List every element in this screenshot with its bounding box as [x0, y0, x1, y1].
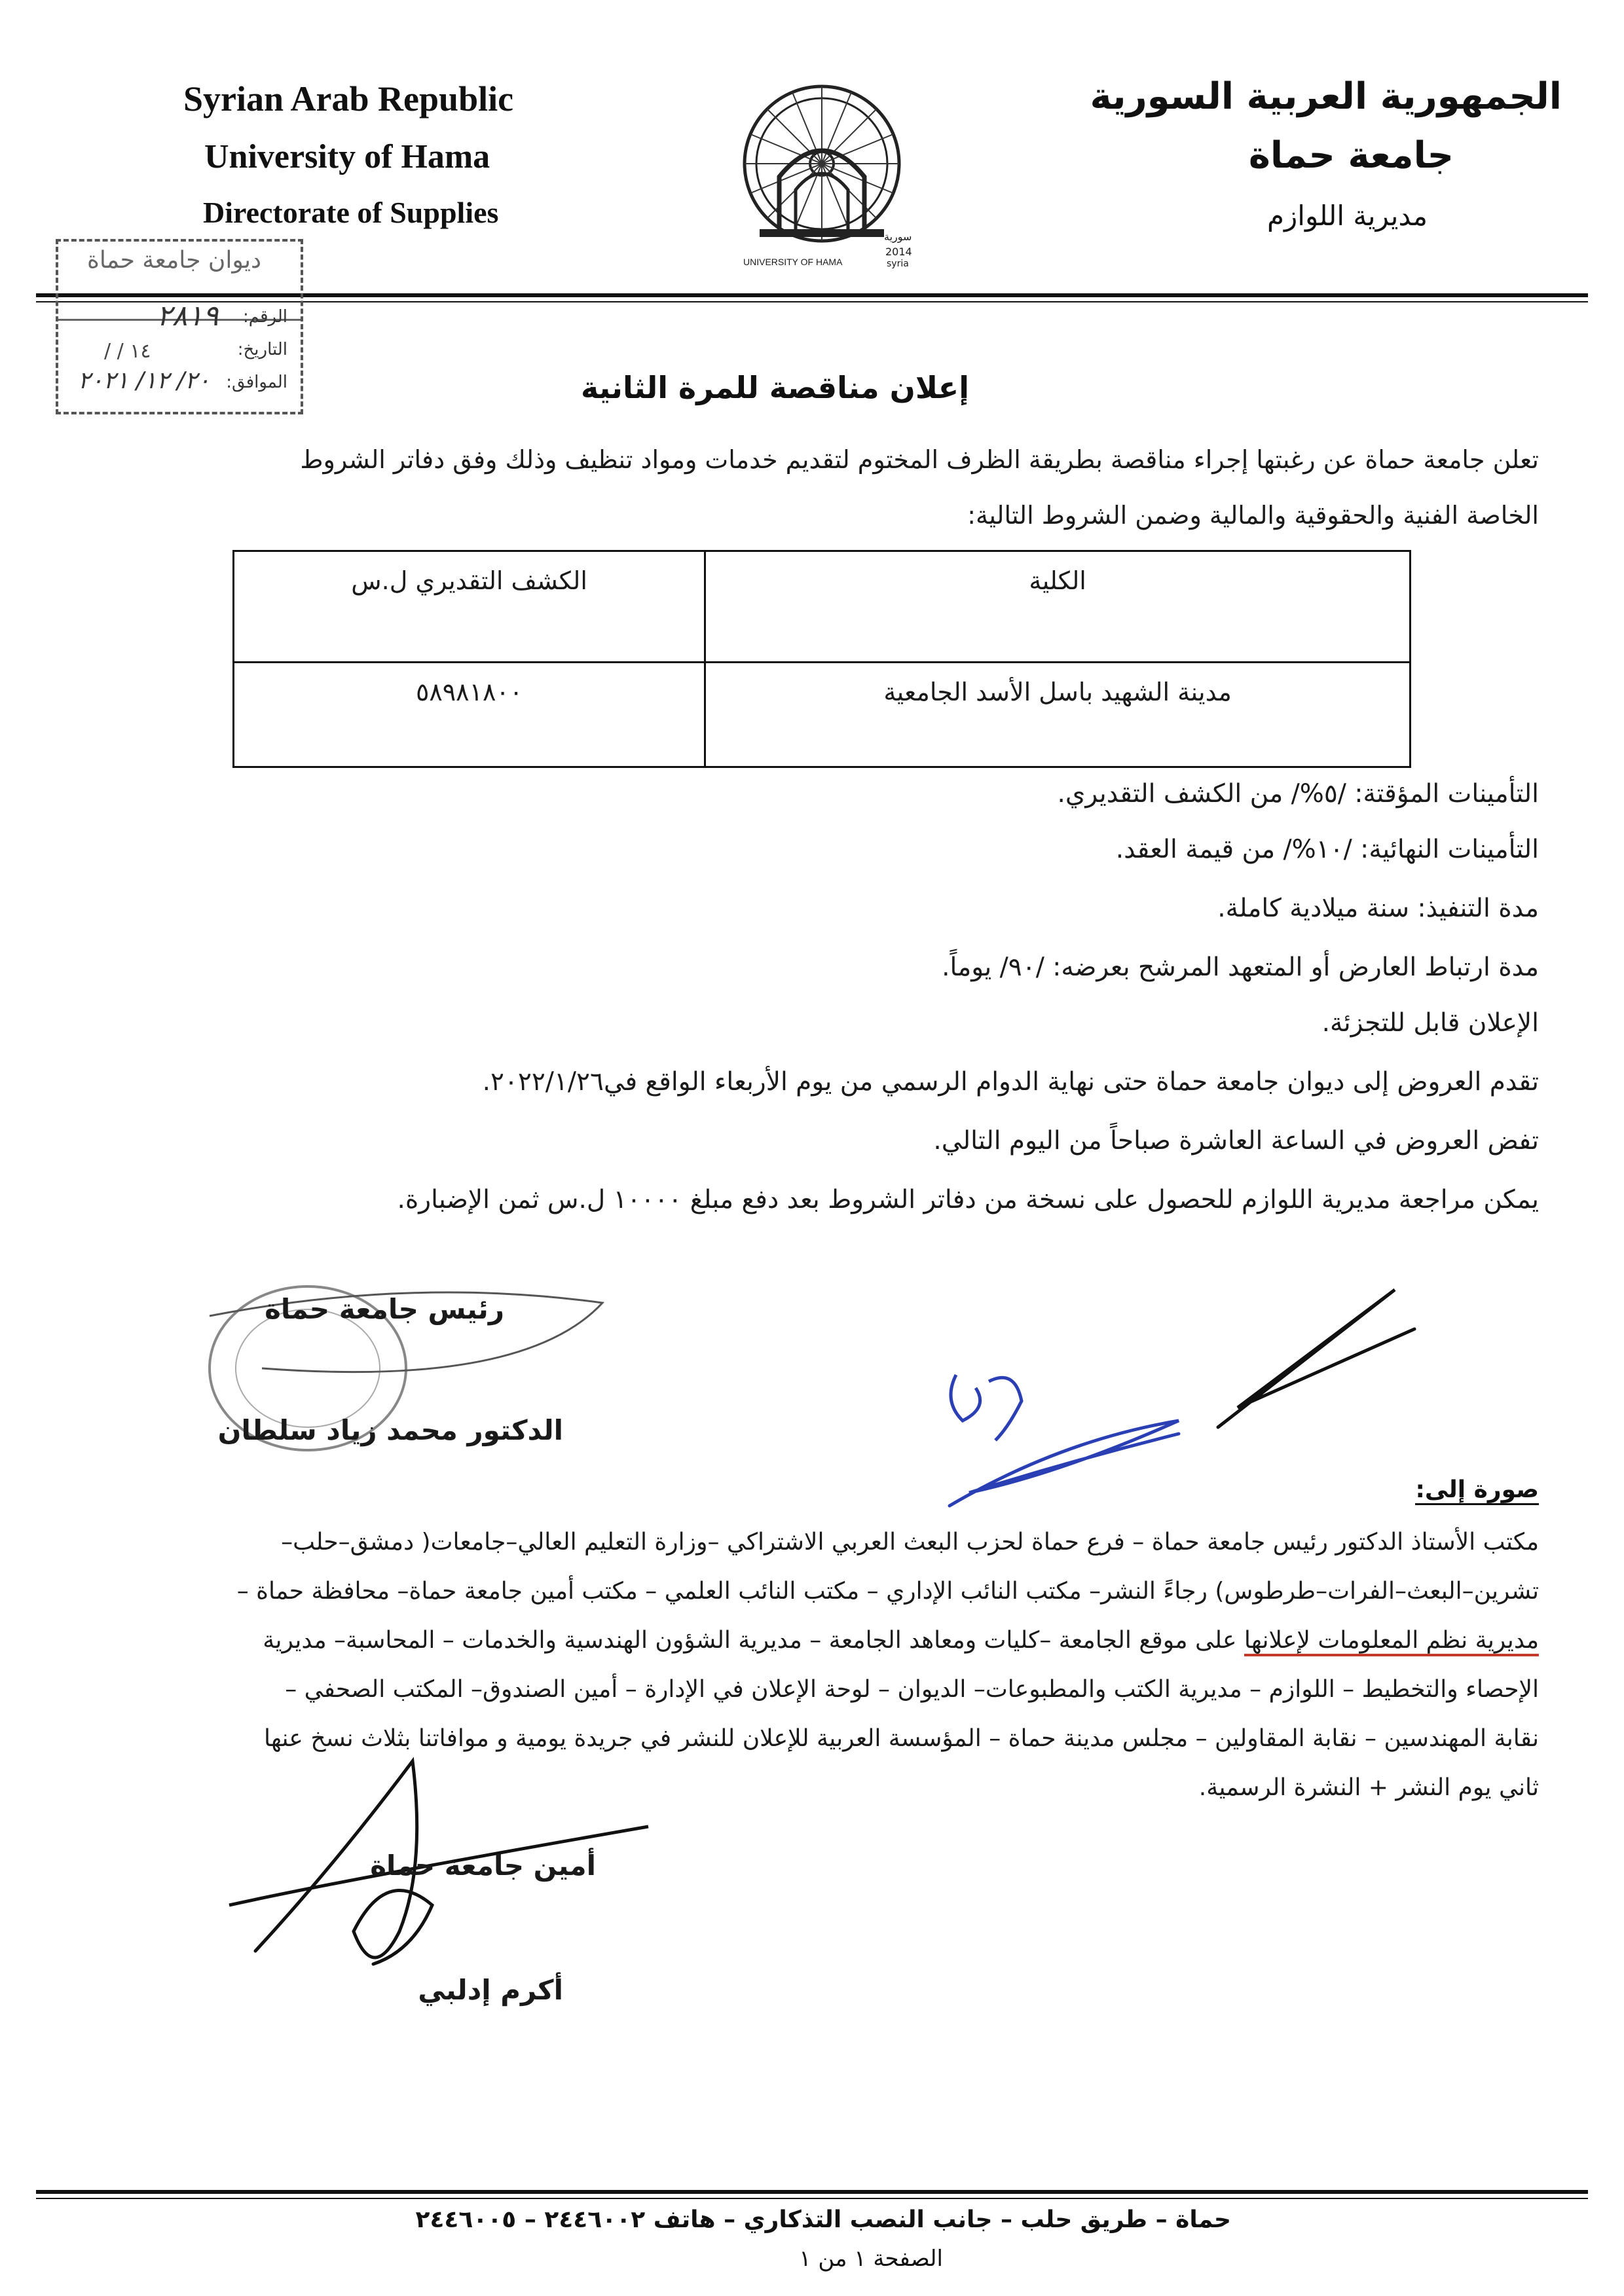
header-en-university: University of Hama	[204, 138, 490, 175]
president-name: الدكتور محمد زياد سلطان	[217, 1414, 563, 1446]
condition-commitment: مدة ارتباط العارض أو المتعهد المرشح بعرضه: /٩٠/ يوماً.	[942, 953, 1539, 982]
logo-caption: UNIVERSITY OF HAMA	[743, 257, 843, 267]
stamp-gregorian-label: الموافق:	[226, 373, 287, 392]
header-ar-university: جامعة حماة	[1248, 134, 1454, 177]
copy-line-4: الإحصاء والتخطيط – اللوازم – مديرية الكتب والمطبوعات– الديوان – لوحة الإعلان في الإدارة – أمين الصندوق– المكتب الصحفي –	[285, 1676, 1539, 1703]
logo-country-en: syria	[887, 259, 909, 269]
logo-country-ar: سورية	[884, 230, 912, 243]
copy-heading: صورة إلى:	[1415, 1476, 1539, 1505]
stamp-number-label: الرقم:	[243, 307, 287, 327]
footer-rule-thick	[36, 2190, 1588, 2194]
copy-line-2: تشرين–البعث–الفرات–طرطوس) رجاءً النشر– مكتب النائب الإداري – مكتب النائب العلمي – مكتب أمين جامعة حماة– محافظة حماة –	[236, 1578, 1539, 1605]
stamp-number-value: ٢٨١٩	[157, 299, 219, 333]
copy-line-6: ثاني يوم النشر + النشرة الرسمية.	[1198, 1774, 1539, 1801]
condition-final-insurance: التأمينات النهائية: /١٠%/ من قيمة العقد.	[1115, 835, 1539, 864]
cell-college: مدينة الشهيد باسل الأسد الجامعية	[705, 663, 1411, 767]
copy-line-1: مكتب الأستاذ الدكتور رئيس جامعة حماة – فرع حماة لحزب البعث العربي الاشتراكي –وزارة التعليم العالي–جامعات( دمشق–حلب–	[281, 1529, 1539, 1556]
intro-line-2: الخاصة الفنية والحقوقية والمالية وضمن الشروط التالية:	[967, 501, 1539, 530]
footer-address: حماة – طريق حلب – جانب النصب التذكاري – هاتف ٢٤٤٦٠٠٢ – ٢٤٤٦٠٠٥	[415, 2206, 1231, 2233]
condition-documents: يمكن مراجعة مديرية اللوازم للحصول على نسخة من دفاتر الشروط بعد دفع مبلغ ١٠٠٠٠ ل.س ثمن الإضبارة.	[397, 1185, 1539, 1214]
stamp-date-value: / / ١٤	[104, 340, 151, 363]
copy-line-5: نقابة المهندسين – نقابة المقاولين – مجلس مدينة حماة – المؤسسة العربية للإعلان للنشر في جريدة يومية و موافاتنا بثلاث نسخ عنها	[263, 1725, 1539, 1752]
condition-divisible: الإعلان قابل للتجزئة.	[1321, 1008, 1539, 1038]
cell-estimate: ٥٨٩٨١٨٠٠	[234, 663, 705, 767]
header-estimate: الكشف التقديري ل.س	[234, 551, 705, 663]
logo-year: 2014	[885, 246, 912, 258]
university-logo	[733, 65, 917, 275]
stamp-title: ديوان جامعة حماة	[86, 247, 261, 274]
copy-underlined-info-systems: مديرية نظم المعلومات لإعلانها	[1244, 1627, 1539, 1656]
estimate-table	[232, 550, 1411, 768]
signature-blue	[930, 1362, 1205, 1519]
signature-black	[1179, 1283, 1441, 1434]
footer-rule-thin	[36, 2198, 1588, 2199]
stamp-gregorian-value: ٢٠/ ١٢/ ٢٠٢١	[78, 367, 210, 394]
document-title: إعلان مناقصة للمرة الثانية	[581, 370, 969, 405]
condition-duration: مدة التنفيذ: سنة ميلادية كاملة.	[1217, 894, 1539, 923]
secretary-title: أمين جامعة حماة	[370, 1850, 596, 1882]
condition-submission: تقدم العروض إلى ديوان جامعة حماة حتى نهاية الدوام الرسمي من يوم الأربعاء الواقع في٢٠٢٢/١/٢٦.	[482, 1067, 1539, 1097]
header-ar-directorate: مديرية اللوازم	[1267, 200, 1428, 232]
copy-line-3	[263, 1627, 1539, 1654]
water-wheel-icon	[733, 65, 917, 275]
president-title: رئيس جامعة حماة	[265, 1293, 504, 1325]
stamp-date-label: التاريخ:	[237, 340, 287, 359]
condition-temp-insurance: التأمينات المؤقتة: /٥%/ من الكشف التقديري.	[1057, 779, 1539, 809]
intro-line-1: تعلن جامعة حماة عن رغبتها إجراء مناقصة بطريقة الظرف المختوم لتقديم خدمات ومواد تنظيف وذلك وفق دفاتر الشروط	[300, 445, 1539, 474]
copy-line-3-rest: على موقع الجامعة –كليات ومعاهد الجامعة – مديرية الشؤون الهندسية والخدمات – المحاسبة– مديرية	[263, 1627, 1244, 1654]
header-college: الكلية	[705, 551, 1411, 663]
condition-opening: تفض العروض في الساعة العاشرة صباحاً من اليوم التالي.	[933, 1126, 1539, 1156]
header-ar-country: الجمهورية العربية السورية	[1090, 75, 1562, 118]
footer-page-number: الصفحة ١ من ١	[799, 2246, 943, 2272]
header-en-directorate: Directorate of Supplies	[203, 196, 499, 229]
secretary-name: أكرم إدلبي	[418, 1974, 563, 2006]
header-en-country: Syrian Arab Republic	[183, 79, 514, 118]
registry-stamp	[56, 239, 303, 414]
